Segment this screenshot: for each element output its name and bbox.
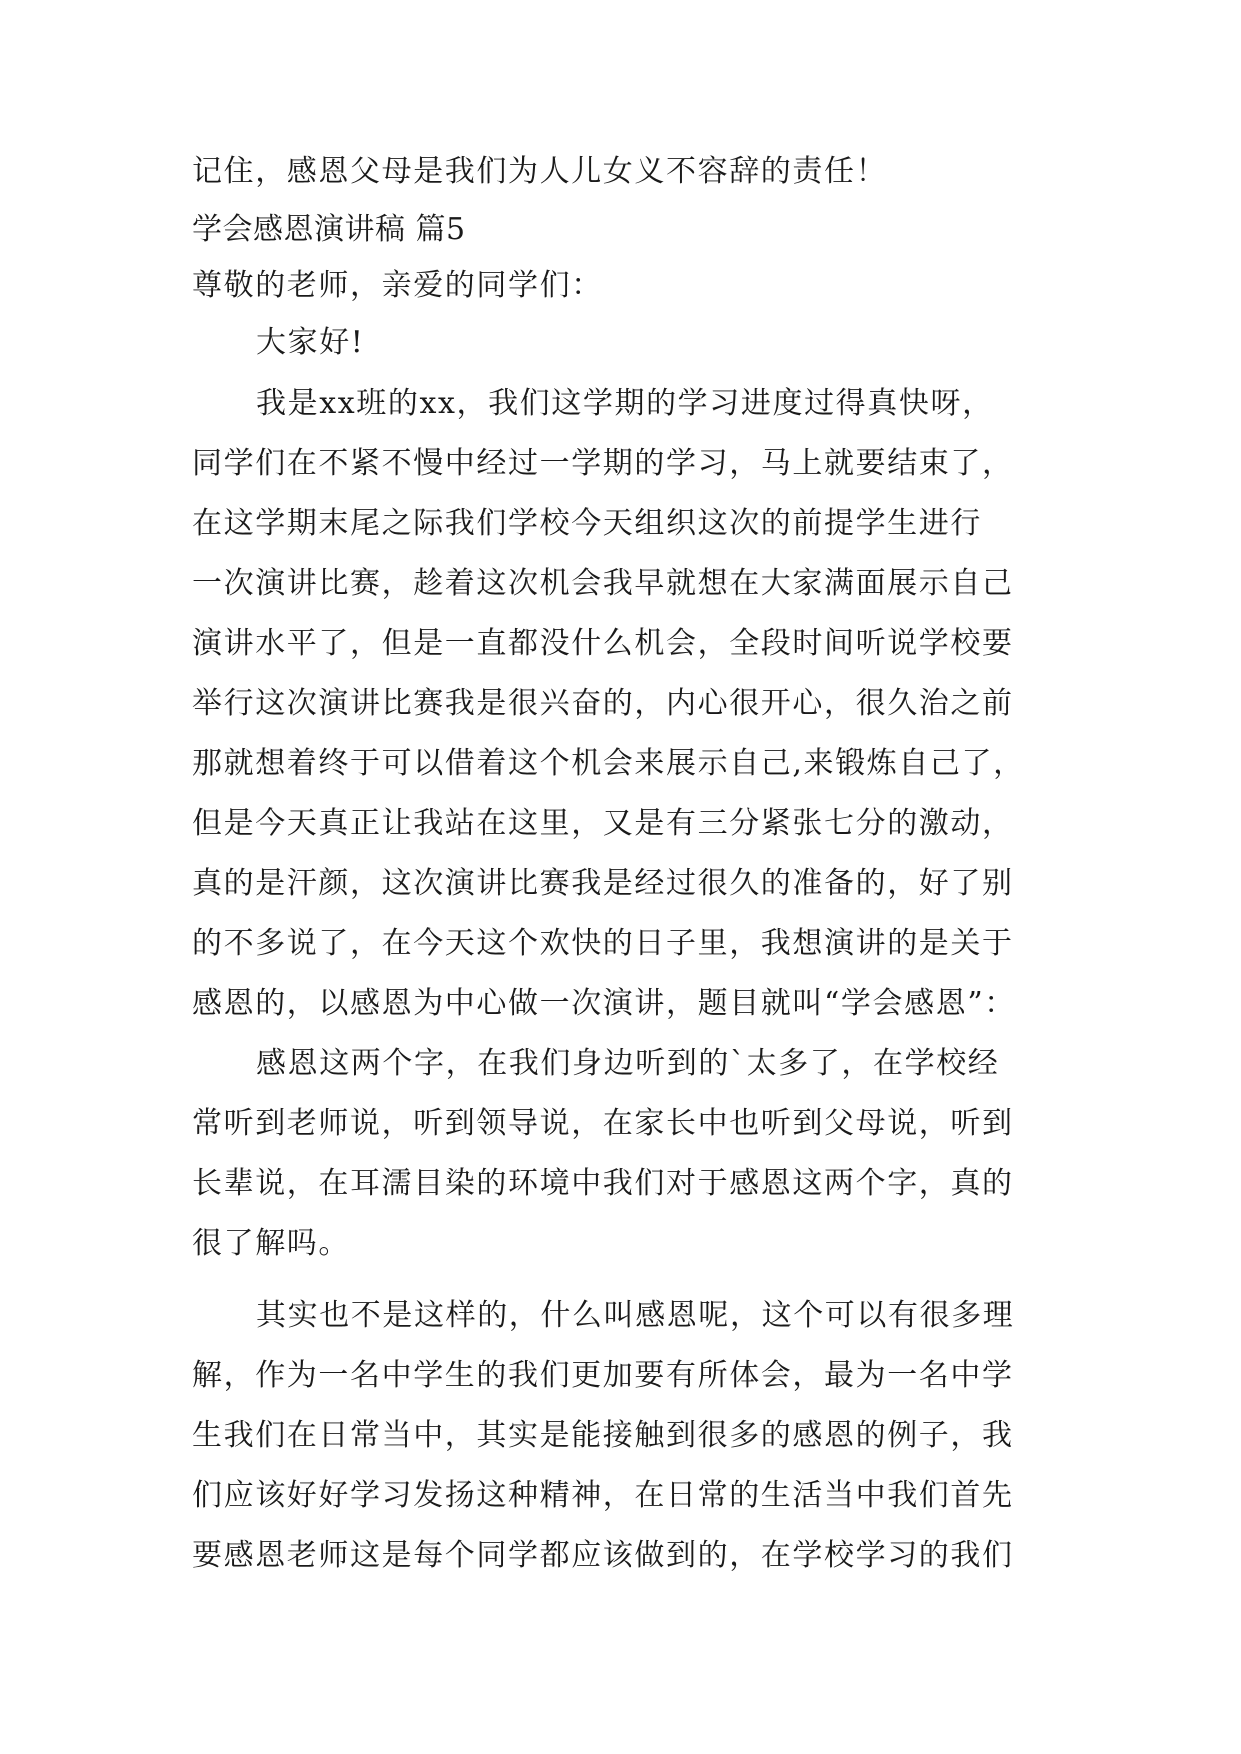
section-heading: 学会感恩演讲稿 篇5 [192, 212, 466, 247]
paragraph-line: 感恩的，以感恩为中心做一次演讲，题目就叫“学会感恩”： [192, 986, 1016, 1021]
paragraph-line: 的不多说了，在今天这个欢快的日子里，我想演讲的是关于 [192, 926, 1014, 961]
paragraph-line: 一次演讲比赛，趁着这次机会我早就想在大家满面展示自己 [192, 566, 1014, 601]
paragraph-line: 演讲水平了，但是一直都没什么机会，全段时间听说学校要 [192, 626, 1014, 661]
paragraph-line: 其实也不是这样的，什么叫感恩呢，这个可以有很多理 [256, 1298, 1015, 1333]
paragraph-line: 那就想着终于可以借着这个机会来展示自己,来锻炼自己了， [192, 746, 1025, 781]
paragraph-line: 生我们在日常当中，其实是能接触到很多的感恩的例子，我 [192, 1418, 1014, 1453]
paragraph-line: 真的是汗颜，这次演讲比赛我是经过很久的准备的，好了别 [192, 866, 1014, 901]
paragraph-line: 很了解吗。 [192, 1226, 350, 1261]
paragraph-line: 举行这次演讲比赛我是很兴奋的，内心很开心，很久治之前 [192, 686, 1014, 721]
greeting: 大家好! [256, 325, 365, 360]
paragraph-line: 但是今天真正让我站在这里，又是有三分紧张七分的激动， [192, 806, 1014, 841]
paragraph-line: 常听到老师说，听到领导说，在家长中也听到父母说，听到 [192, 1106, 1014, 1141]
salutation: 尊敬的老师，亲爱的同学们： [192, 268, 603, 303]
paragraph-line: 在这学期末尾之际我们学校今天组织这次的前提学生进行 [192, 506, 982, 541]
paragraph-line: 感恩这两个字，在我们身边听到的`太多了，在学校经 [256, 1046, 1000, 1081]
paragraph-line: 长辈说，在耳濡目染的环境中我们对于感恩这两个字，真的 [192, 1166, 1014, 1201]
paragraph-line: 要感恩老师这是每个同学都应该做到的，在学校学习的我们 [192, 1538, 1014, 1573]
paragraph-line: 我是xx班的xx，我们这学期的学习进度过得真快呀， [256, 386, 994, 421]
paragraph-line: 同学们在不紧不慢中经过一学期的学习，马上就要结束了， [192, 446, 1014, 481]
paragraph-line: 们应该好好学习发扬这种精神，在日常的生活当中我们首先 [192, 1478, 1014, 1513]
paragraph-line: 解，作为一名中学生的我们更加要有所体会，最为一名中学 [192, 1358, 1014, 1393]
closing-line: 记住，感恩父母是我们为人儿女义不容辞的责任！ [192, 154, 888, 189]
